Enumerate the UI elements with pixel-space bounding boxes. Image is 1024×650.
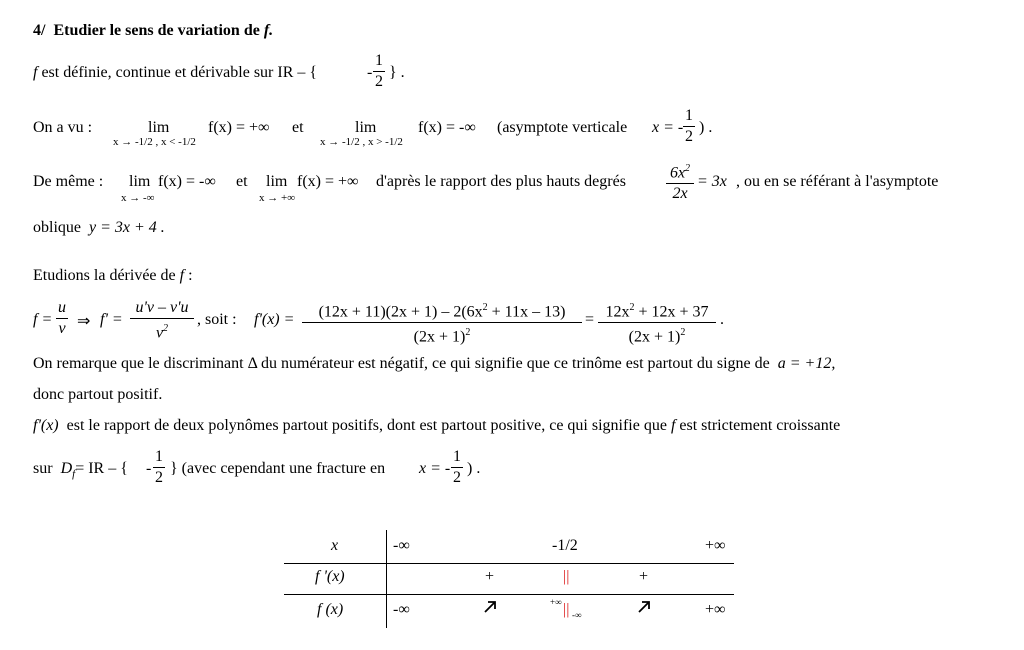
- fraction-derivative-simplified: [598, 299, 716, 347]
- set-close: } .: [389, 64, 405, 81]
- asymptote-text: (asymptote verticale: [497, 119, 628, 136]
- oblique-word: oblique: [33, 219, 81, 236]
- num-tail: + 12x + 37: [638, 303, 709, 321]
- numerator: u: [58, 299, 66, 316]
- fraction-bar: [666, 183, 694, 184]
- heading-number: 4/: [33, 22, 46, 39]
- lim-right-sub: x → -1/2 , x > -1/2: [320, 136, 403, 148]
- domain-set-2: = IR – {: [75, 460, 128, 477]
- num-base: 12x: [605, 303, 630, 321]
- colon: :: [188, 267, 193, 284]
- derivative-text: Etudions la dérivée de: [33, 267, 176, 284]
- fraction-derivative-expanded: [302, 299, 582, 347]
- f-symbol: f: [33, 64, 38, 81]
- den-base: (2x + 1): [628, 328, 681, 346]
- sign-right: +: [639, 568, 649, 585]
- den-exp: 2: [465, 327, 471, 339]
- row-label-x: x: [331, 537, 339, 554]
- f-symbol-3: f: [670, 417, 676, 434]
- implies-arrow: ⇒: [77, 313, 91, 330]
- den-exp: 2: [680, 327, 686, 339]
- increasing-arrow-icon-right: [637, 600, 651, 614]
- oblique-equation: y = 3x + 4 .: [89, 219, 165, 236]
- num-exp: 2: [629, 302, 635, 313]
- fraction-bar: [683, 126, 695, 127]
- x-minus-inf: -∞: [393, 537, 410, 554]
- table-hline-1: [284, 563, 734, 564]
- soit-word: , soit :: [197, 311, 237, 328]
- table-hline-2: [284, 594, 734, 595]
- f-minus-inf: -∞: [393, 601, 410, 618]
- numerator: [598, 299, 716, 321]
- conclusion-line: [33, 417, 840, 435]
- section-heading: [33, 22, 273, 40]
- x-plus-inf: +∞: [705, 537, 726, 554]
- numerator: [302, 299, 582, 321]
- fraction-bar: [153, 467, 165, 468]
- denominator: v: [58, 320, 66, 337]
- oblique-line: [33, 219, 165, 237]
- fraction-quotient-rule: [130, 299, 194, 342]
- conclusion-text: est le rapport de deux polynômes partout positifs, dont est partout positive, ce qui signifie que: [66, 417, 667, 434]
- D-symbol: D: [60, 460, 73, 477]
- row-label-f: f (x): [317, 601, 344, 618]
- et-word-2: et: [236, 173, 248, 190]
- numerator: [666, 160, 694, 182]
- et-word: et: [292, 119, 304, 136]
- fraction-bar: [130, 318, 194, 319]
- increasing-arrow-icon-left: [483, 600, 497, 614]
- fraction-one-half: [373, 52, 385, 91]
- sign-left: +: [485, 568, 495, 585]
- rapport-text: d'après le rapport des plus hauts degrés: [376, 173, 626, 190]
- paren-close-2: ) .: [467, 460, 481, 477]
- fraction-u-v: [56, 299, 68, 338]
- denominator: [598, 324, 716, 346]
- numerator: 1: [685, 107, 693, 124]
- definition-text: est définie, continue et dérivable sur: [41, 64, 274, 81]
- lim-right-expr: f(x) = -∞: [418, 119, 476, 136]
- paren-close: ) .: [699, 119, 713, 136]
- fraction-bar: [56, 318, 68, 319]
- den-exp: 2: [163, 323, 169, 334]
- period: .: [720, 311, 724, 328]
- denominator: [302, 324, 582, 346]
- f-equals: f =: [33, 311, 53, 328]
- double-bar-f-row: ||: [563, 601, 570, 618]
- denominator: [130, 320, 194, 342]
- denominator: 2: [155, 469, 163, 486]
- fprime-x: f'(x): [33, 417, 59, 434]
- heading-var: f.: [263, 22, 274, 39]
- x-equals-2: x = -: [419, 460, 451, 477]
- fracture-text: } (avec cependant une fracture en: [170, 460, 386, 477]
- numerator: 1: [155, 448, 163, 465]
- derivative-intro: [33, 267, 193, 285]
- definition-line: [33, 64, 317, 82]
- lim-left-sub: x → -1/2 , x < -1/2: [113, 136, 196, 148]
- num-exp: 2: [482, 302, 488, 313]
- num-tail: + 11x – 13): [491, 303, 566, 321]
- equals-3x: = 3x: [697, 173, 727, 190]
- numerator: u'v – v'u: [135, 299, 189, 316]
- lim-plus-inf: lim: [266, 173, 288, 190]
- conclusion-tail: est strictement croissante: [679, 417, 841, 434]
- domain-set: IR – {: [277, 64, 318, 81]
- fraction-one-half-4: [451, 448, 463, 487]
- den-base: (2x + 1): [413, 328, 466, 346]
- fraction-bar: [373, 71, 385, 72]
- domain-line: [33, 460, 128, 480]
- discriminant-line: [33, 355, 835, 373]
- num-base: 6x: [669, 164, 686, 182]
- D-subscript: f: [72, 468, 76, 481]
- sur-word: sur: [33, 460, 53, 477]
- fraction-one-half-3: [153, 448, 165, 487]
- x-minus-half: -1/2: [552, 537, 578, 554]
- de-meme: De même :: [33, 173, 104, 190]
- denominator: 2x: [672, 185, 688, 203]
- lim-plus-inf-expr: f(x) = +∞: [297, 173, 359, 190]
- den-base: v: [155, 324, 164, 342]
- f-plus-inf: +∞: [705, 601, 726, 618]
- minus-sign-2: -: [146, 460, 152, 477]
- fprime-x-equals: f'(x) =: [254, 311, 295, 328]
- denominator: 2: [685, 128, 693, 145]
- numerator: 1: [453, 448, 461, 465]
- on-a-vu: On a vu :: [33, 119, 93, 136]
- lim-plus-inf-sub: x → +∞: [259, 192, 296, 204]
- left-limit-plus-inf: +∞: [550, 597, 562, 607]
- fprime-equals: f' =: [100, 311, 123, 328]
- positive-line: donc partout positif.: [33, 386, 163, 403]
- fraction-6x2-2x: [666, 160, 694, 203]
- num-exp: 2: [685, 163, 691, 174]
- fraction-bar: [451, 467, 463, 468]
- lim-left: lim: [148, 119, 170, 136]
- num-part: (12x + 11)(2x + 1) – 2(6x: [318, 303, 483, 321]
- fraction-bar: [302, 322, 582, 323]
- minus-sign: -: [367, 64, 373, 81]
- discriminant-text: On remarque que le discriminant Δ du numérateur est négatif, ce qui signifie que ce trinôme est partout du signe de: [33, 355, 770, 372]
- a-value: a = +12,: [777, 355, 836, 372]
- denominator: 2: [453, 469, 461, 486]
- lim-right: lim: [355, 119, 377, 136]
- row-label-fprime: f '(x): [315, 568, 345, 585]
- lim-minus-inf-expr: f(x) = -∞: [158, 173, 216, 190]
- fraction-one-half-2: [683, 107, 695, 146]
- denominator: 2: [375, 73, 383, 90]
- right-limit-minus-inf: -∞: [572, 610, 582, 620]
- x-equals: x = -: [652, 119, 684, 136]
- asymptote-tail: , ou en se référant à l'asymptote: [736, 173, 939, 190]
- lim-minus-inf-sub: x → -∞: [121, 192, 155, 204]
- lim-left-expr: f(x) = +∞: [208, 119, 270, 136]
- table-vertical-line: [386, 530, 387, 628]
- f-symbol-2: f: [179, 267, 185, 284]
- double-bar-sign-row: ||: [563, 568, 570, 585]
- numerator: 1: [375, 52, 383, 69]
- equals-sign: =: [585, 311, 595, 328]
- lim-minus-inf: lim: [129, 173, 151, 190]
- fraction-bar: [598, 322, 716, 323]
- heading-text: Etudier le sens de variation de: [53, 22, 260, 39]
